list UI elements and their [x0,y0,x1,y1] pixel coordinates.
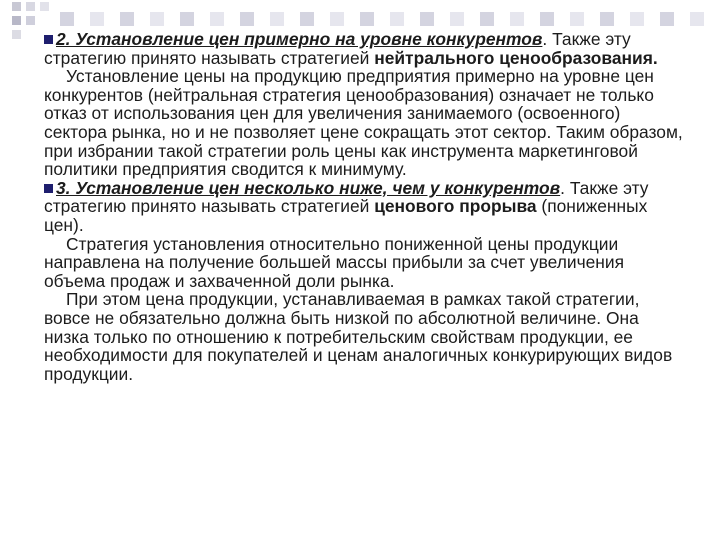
deco-band-cell [360,12,374,26]
deco-band-cell [600,12,614,26]
deco-square [12,2,21,11]
deco-band-cell [60,12,74,26]
strategy-name: нейтрального ценообразования. [374,47,658,68]
deco-band-cell [450,12,464,26]
section-lead-2: 2. Установление цен примерно на уровне конкурентов. Также эту стратегию принято называть стратегией нейтрального ценообразования. [44,29,658,68]
deco-band-cell [300,12,314,26]
deco-band-cell [270,12,284,26]
deco-square [40,2,49,11]
paragraph: Установление цены на продукцию предприятия примерно на уровне цен конкурентов (нейтральная стратегия ценообразования) означает не только отказ от использования цен для увеличения занимаемого (освоенного) сектора рынка, но и не позволяет цене сокращать этот сектор. Таким образом, при избрании такой стратегии роль цены как инструмента маркетинговой политики предприятия сводится к минимуму. [44,66,683,180]
deco-square [12,30,21,39]
deco-band-cell [150,12,164,26]
slide-content [44,30,684,383]
deco-square [12,16,21,25]
deco-band-cell [90,12,104,26]
paragraph: При этом цена продукции, устанавливаемая в рамках такой стратегии, вовсе не обязательно должна быть низкой по абсолютной величине. Она низка только по отношению к потребительским свойствам продукции, ее необходимости для покупателей и ценам аналогичных конкурирующих видов продукции. [44,289,673,384]
deco-square [26,16,35,25]
deco-band-cell [330,12,344,26]
deco-band-cell [540,12,554,26]
deco-band-cell [630,12,644,26]
strategy-name: ценового прорыва [374,196,537,217]
deco-band-cell [570,12,584,26]
deco-band-cell [240,12,254,26]
deco-checker-band [60,12,720,26]
deco-band-cell [180,12,194,26]
section-heading-2: 2. Установление цен примерно на уровне конкурентов [56,29,543,49]
deco-band-cell [690,12,704,26]
paragraph: Стратегия установления относительно пониженной цены продукции направлена на получение большей массы прибыли за счет увеличения объема продаж и захваченной доли рынка. [44,233,625,291]
bullet-square-icon [44,35,53,44]
deco-band-cell [210,12,224,26]
section-lead-3: 3. Установление цен несколько ниже, чем у конкурентов. Также эту стратегию принято называть стратегией ценового прорыва (пониженных цен). [44,177,649,235]
deco-square [26,2,35,11]
deco-band-cell [510,12,524,26]
deco-band-cell [660,12,674,26]
section-heading-3: 3. Установление цен несколько ниже, чем у конкурентов [56,177,561,198]
bullet-square-icon [44,184,53,193]
deco-band-cell [480,12,494,26]
deco-band-cell [420,12,434,26]
deco-band-cell [390,12,404,26]
deco-band-cell [120,12,134,26]
